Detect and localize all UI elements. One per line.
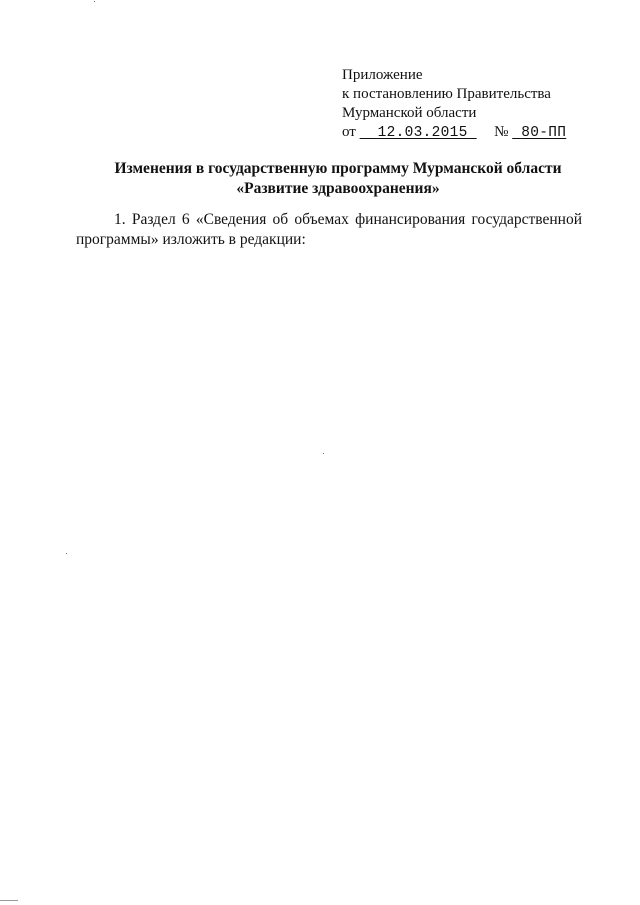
appendix-date-line: [342, 123, 566, 143]
paragraph-line-2: программы» изложить в редакции:: [76, 231, 306, 248]
appendix-resolution-line: к постановлению Правительства: [342, 86, 551, 102]
appendix-region-line: Мурманской области: [342, 105, 477, 121]
paragraph-line-1: 1. Раздел 6 «Сведения об объемах финансирования государственной: [114, 211, 582, 228]
scan-speck: [94, 1, 95, 2]
body-paragraph: [76, 210, 582, 250]
date-value: 12.03.2015: [377, 125, 468, 141]
scan-speck: [323, 453, 324, 454]
date-prefix: от: [342, 124, 356, 140]
document-heading: [60, 159, 616, 199]
appendix-block: [342, 66, 566, 143]
appendix-title: Приложение: [342, 67, 423, 83]
heading-line-1: Изменения в государственную программу Мурманской области: [114, 160, 562, 177]
scan-speck: [66, 553, 67, 554]
number-value: 80-ПП: [521, 125, 567, 141]
heading-line-2: «Развитие здравоохранения»: [236, 180, 440, 197]
scan-edge-mark: [0, 900, 18, 901]
number-prefix: №: [494, 124, 509, 140]
